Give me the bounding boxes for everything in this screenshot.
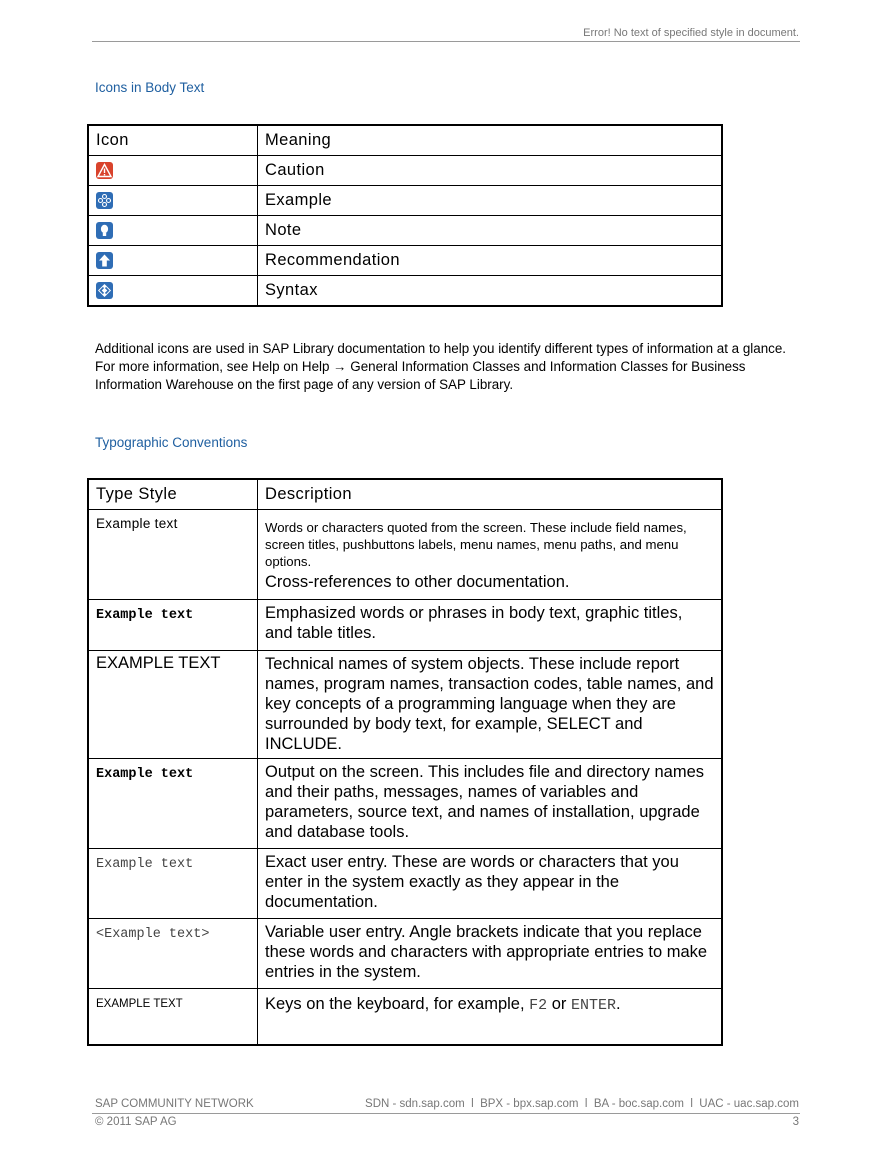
description-text: Keys on the keyboard, for example, xyxy=(265,995,530,1013)
caution-icon xyxy=(96,162,113,179)
table-row xyxy=(88,849,722,919)
key-example-f2: F2 xyxy=(529,997,548,1014)
icons-section-heading: Icons in Body Text xyxy=(95,80,205,95)
meaning-cell: Note xyxy=(258,216,723,246)
table-row xyxy=(88,759,722,849)
type-style-label: Example text xyxy=(96,516,178,531)
example-icon xyxy=(96,192,113,209)
table-row xyxy=(88,919,722,989)
footer-rule xyxy=(92,1113,800,1114)
type-style-label: Example text xyxy=(96,608,194,623)
type-style-label: EXAMPLE TEXT xyxy=(96,654,221,672)
meaning-cell: Recommendation xyxy=(258,246,723,276)
key-example-enter: ENTER xyxy=(571,997,617,1014)
description-text: Cross-references to other documentation. xyxy=(265,573,570,591)
table-row xyxy=(88,600,722,651)
table-row xyxy=(88,156,722,186)
icons-table xyxy=(87,124,723,307)
column-header-description: Description xyxy=(258,479,723,510)
description-text: Technical names of system objects. These include report names, program names, transaction codes, table names, and key concepts of a programming language when they are surrounded by body text, for example, SELECT and INCLUDE. xyxy=(258,651,723,759)
column-header-icon: Icon xyxy=(88,125,258,156)
note-icon xyxy=(96,222,113,239)
syntax-icon xyxy=(96,282,113,299)
table-row xyxy=(88,246,722,276)
typographic-conventions-table xyxy=(87,478,723,1046)
column-header-meaning: Meaning xyxy=(258,125,723,156)
page-number: 3 xyxy=(792,1116,799,1128)
header-rule xyxy=(92,41,800,42)
description-text: Output on the screen. This includes file and directory names and their paths, messages, names of variables and parameters, source text, and names of installation, upgrade and database tools. xyxy=(258,759,723,849)
footer-sites: SDN - sdn.sap.com l BPX - bpx.sap.com l BA - boc.sap.com l UAC - uac.sap.com xyxy=(365,1098,799,1110)
table-header-row xyxy=(88,479,722,510)
footer-network-name: SAP COMMUNITY NETWORK xyxy=(95,1098,254,1110)
typo-section-heading: Typographic Conventions xyxy=(95,435,248,450)
running-header: Error! No text of specified style in document. xyxy=(583,27,799,39)
description-text: or xyxy=(547,995,572,1013)
description-text: Exact user entry. These are words or characters that you enter in the system exactly as they appear in the documentation. xyxy=(258,849,723,919)
table-row xyxy=(88,510,722,600)
meaning-cell: Syntax xyxy=(258,276,723,307)
description-text: Emphasized words or phrases in body text, graphic titles, and table titles. xyxy=(258,600,723,651)
table-row xyxy=(88,651,722,759)
description-text: Words or characters quoted from the screen. These include field names, screen titles, pushbuttons labels, menu names, menu paths, and menu options. xyxy=(265,520,687,569)
meaning-cell: Example xyxy=(258,186,723,216)
column-header-type-style: Type Style xyxy=(88,479,258,510)
recommendation-icon xyxy=(96,252,113,269)
body-paragraph: Additional icons are used in SAP Library documentation to help you identify different types of information at a glance. For more information, see Help on Help → General Information Classes and Information Classes for Business Information Warehouse on the first page of any version of SAP Library. xyxy=(95,341,787,392)
type-style-label: Example text xyxy=(96,857,194,872)
table-header-row xyxy=(88,125,722,156)
table-row xyxy=(88,989,722,1046)
table-row xyxy=(88,216,722,246)
description-text: . xyxy=(616,995,621,1013)
type-style-label: EXAMPLE TEXT xyxy=(96,998,183,1010)
table-row xyxy=(88,186,722,216)
table-row xyxy=(88,276,722,307)
meaning-cell: Caution xyxy=(258,156,723,186)
description-text: Variable user entry. Angle brackets indicate that you replace these words and characters with appropriate entries to make entries in the system. xyxy=(258,919,723,989)
type-style-label: <Example text> xyxy=(96,927,210,942)
footer-copyright: © 2011 SAP AG xyxy=(95,1116,177,1128)
type-style-label: Example text xyxy=(96,767,194,782)
